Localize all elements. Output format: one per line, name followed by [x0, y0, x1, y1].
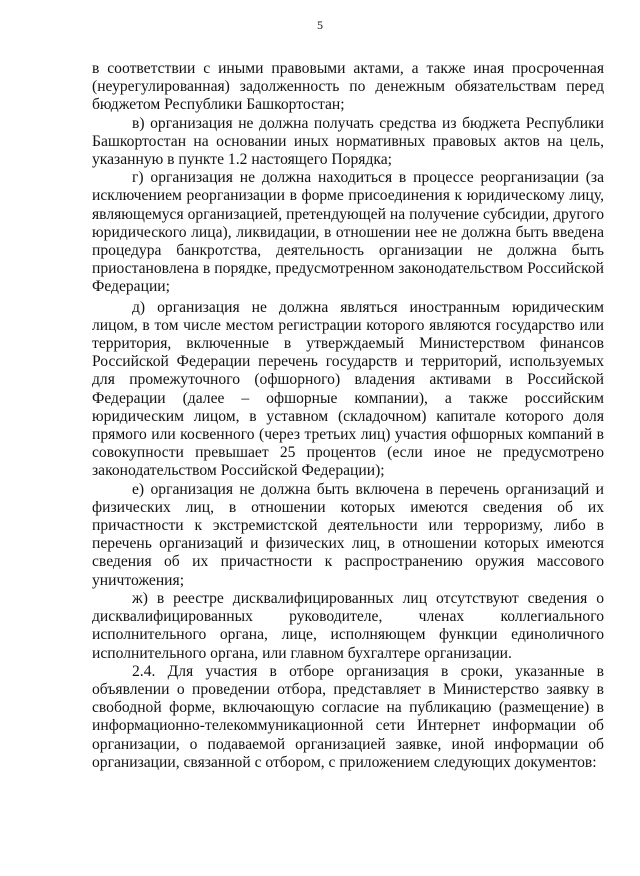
paragraph-item-e: е) организация не должна быть включена в перечень организаций и физических лиц, в отношении которых имеются сведения об их причастности к экстремистской деятельности или терроризму, либо в перечень организаций и физических лиц, в отношении которых имеются сведения об их причастности к распространению оружия массового уничтожения;: [92, 480, 604, 589]
paragraph-item-g: г) организация не должна находиться в процессе реорганизации (за исключением реорганизации в форме присоединения к юридическому лицу, являющемуся организацией, претендующей на получение субсидии, другого юридического лица), ликвидации, в отношении нее не должна быть введена процедура банкротства, деятельность организации не должна быть приостановлена в порядке, предусмотренном законодательством Российской Федерации;: [92, 169, 604, 296]
paragraph-item-d: д) организация не должна являться иностранным юридическим лицом, в том числе местом регистрации которого являются государство или территория, включенные в утверждаемый Министерством финансов Российской Федерации перечень государств и территорий, используемых для промежуточного (офшорного) владения активами в Российской Федерации (далее – офшорные компании), а также российским юридическим лицом, в уставном (складочном) капитале которого доля прямого или косвенного (через третьих лиц) участия офшорных компаний в совокупности превышает 25 процентов (если иное не предусмотрено законодательством Российской Федерации);: [92, 298, 604, 480]
document-body: [92, 60, 604, 772]
paragraph-2-4: 2.4. Для участия в отборе организация в сроки, указанные в объявлении о проведении отбора, представляет в Министерство заявку в свободной форме, включающую согласие на публикацию (размещение) в информационно-телекоммуникационной сети Интернет информации об организации, о подаваемой организацией заявке, иной информации об организации, связанной с отбором, с приложением следующих документов:: [92, 662, 604, 771]
paragraph-item-v: в) организация не должна получать средства из бюджета Республики Башкортостан на основании иных нормативных правовых актов на цель, указанную в пункте 1.2 настоящего Порядка;: [92, 114, 604, 169]
paragraph-item-zh: ж) в реестре дисквалифицированных лиц отсутствуют сведения о дисквалифицированных руководителе, членах коллегиального исполнительного органа, лице, исполняющем функции единоличного исполнительного органа, или главном бухгалтере организации.: [92, 589, 604, 662]
page-number: 5: [317, 18, 323, 32]
paragraph-continuation: в соответствии с иными правовыми актами, а также иная просроченная (неурегулированная) задолженность по денежным обязательствам перед бюджетом Республики Башкортостан;: [92, 60, 604, 114]
